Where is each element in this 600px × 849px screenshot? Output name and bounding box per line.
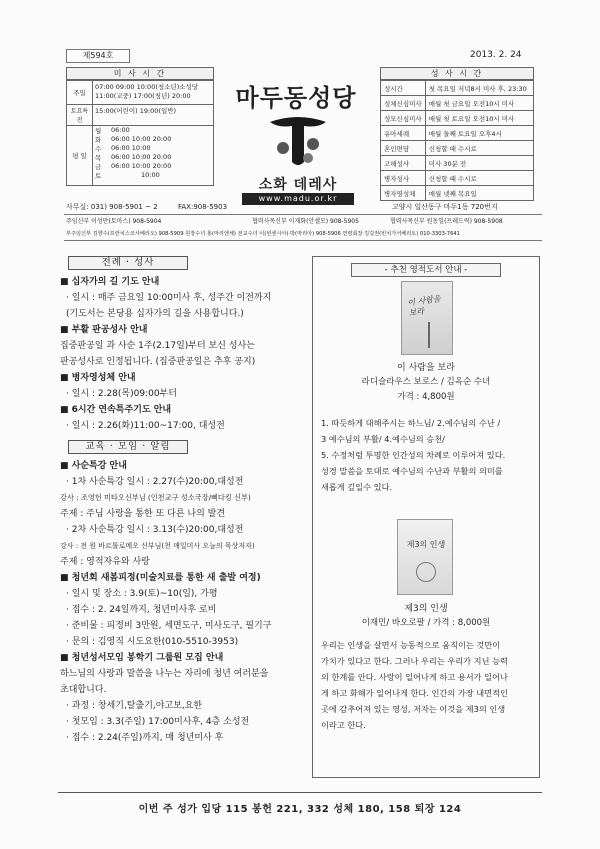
book-title: 이 사람을 보라 (397, 363, 455, 373)
mass-schedule (66, 67, 214, 186)
notice-line: · 일시 : 매주 금요일 10:00미사 후, 성주간 이전까지 (66, 293, 272, 303)
notice-line: 주제 : 주님 사랑을 통한 또 다른 나의 발견 (60, 509, 226, 519)
liturgy-notices (60, 274, 300, 434)
section-title-education: 교육 · 모임 · 알림 (68, 440, 188, 454)
notice-line: · 접수 : 2.24(주일)까지, 매 청년미사 후 (66, 733, 224, 743)
mass-time: 06:00 10:00 20:00 (111, 162, 172, 170)
table-row (381, 96, 534, 111)
staff-pastor: 주임신부 이성만(토마스) 908-5904 (66, 218, 162, 225)
book-author: 라디슬라우스 보로스 / 김옥순 수녀 (361, 377, 491, 387)
divider (58, 792, 542, 793)
sacrament-name: 병자성사 (381, 171, 426, 186)
mass-day: 주일 (67, 81, 93, 105)
notice-line: · 문의 : 김영직 시도요한(010-5510-3953) (66, 637, 239, 647)
book-description (321, 415, 535, 495)
book-cover-image (401, 281, 453, 355)
desc-line: 곳에 감추어져 있는 영성, 저자는 이것을 제3의 인생 (321, 704, 506, 714)
mass-day: 평 일 (67, 126, 93, 186)
parish-name: 마두동성당 (235, 84, 357, 112)
hymn-footer: 이번 주 성가 입당 115 봉헌 221, 332 성체 180, 158 퇴장 124 (138, 804, 462, 815)
staff-assistant-1: 협력사목신부 이재화(안셀모) 908-5905 (252, 218, 359, 225)
weekday: 월 (95, 127, 102, 135)
book-recommendation-box (312, 256, 540, 778)
notice-line: · 과정 : 창세기,탈출기,야고보,요한 (66, 701, 203, 711)
sacrament-name: 성체신심미사 (381, 96, 426, 111)
table-row (67, 105, 214, 126)
fax-number: FAX:908-5903 (178, 203, 228, 211)
sacrament-schedule-title: 성 사 시 간 (380, 67, 534, 80)
staff-row-2: 부주임신부 김향수(프란치스코사베리오) 908-5909 원장수녀 홍(마리엔체) 전교수녀 이(빈센시아)·박(마리아) 908-5906 연령회장 김길권(빈치가서베리오) 010-3303-7641 (66, 231, 460, 237)
notice-line: ■ 6시간 연속특주기도 안내 (60, 405, 172, 415)
website-link[interactable]: www.madu.or.kr (242, 193, 354, 205)
weekday: 토 (95, 172, 102, 180)
issue-date: 2013. 2. 24 (470, 50, 522, 60)
desc-line: 이라고 한다. (321, 720, 366, 730)
desc-line: 1. 따듯하게 대해주시는 하느님/ 2.예수님의 수난 / (321, 418, 501, 428)
sacrament-detail: 신청할 때 수시로 (425, 141, 533, 156)
notice-line: 강사 : 조영헌 미타오신부님 (인천교구 성소국장/삐다킹 신부) (60, 493, 251, 502)
cross-logo-icon (266, 108, 330, 172)
notice-line: 주제 : 영적자유와 사랑 (60, 557, 150, 567)
education-notices (60, 458, 306, 746)
sacrament-detail: 매월 둘째 토요일 오후4시 (425, 126, 533, 141)
book-price: 가격 : 4,800원 (397, 392, 455, 402)
book-cover-image (397, 519, 453, 595)
notice-line: 초대합니다. (60, 685, 107, 695)
table-row (67, 81, 214, 105)
section-title-liturgy: 전례 · 성사 (68, 256, 188, 270)
notice-line: · 준비물 : 피정비 3만원, 세면도구, 미사도구, 필기구 (66, 621, 272, 631)
sacrament-name: 성시간 (381, 81, 426, 96)
mass-time: 15:00(어린이) 19:00(일반) (93, 105, 214, 126)
mass-day: 토요특전 (67, 105, 93, 126)
weekday: 수 (95, 145, 102, 153)
book-section-title: - 추천 영적도서 안내 - (351, 263, 501, 277)
staff-assistant-2: 협력사목신부 원동일(프레드릭) 908-5908 (390, 218, 503, 225)
notice-line: ■ 십자가의 길 기도 안내 (60, 277, 160, 287)
notice-line: ■ 청년회 새봄피정(미술치료를 통한 새 출발 여정) (60, 573, 261, 583)
weekday: 목 (95, 154, 102, 162)
sacrament-detail: 첫 목요일 저녁8시 미사 후, 23:30 (425, 81, 533, 96)
table-row (381, 81, 534, 96)
mass-schedule-title: 미 사 시 간 (66, 67, 214, 80)
divider (64, 240, 542, 241)
sacrament-name: 고해성사 (381, 156, 426, 171)
notice-line: · 1차 사순특강 일시 : 2.27(수)20:00,대성전 (66, 477, 244, 487)
book-cover-text: 제3의 인생 (406, 540, 446, 549)
table-row (381, 126, 534, 141)
table-row (381, 156, 534, 171)
parish-address: 고양시 일산동구 마두1동 720번지 (392, 203, 498, 211)
divider (64, 214, 542, 215)
parish-patron: 소화 데레사 (258, 177, 338, 193)
book-author: 이재민/ 바오로팔 / 가격 : 8,000원 (361, 618, 491, 628)
desc-line: 가치가 있다고 한다. 그러나 우리는 우리가 지닌 능력 (321, 656, 508, 666)
notice-line: · 일시 : 2.26(화)11:00~17:00, 대성전 (66, 421, 225, 431)
sacrament-detail: 매월 넷째 목요일 (425, 186, 533, 201)
sacrament-name: 성모신심미사 (381, 111, 426, 126)
desc-line: 새롭게 깊일수 있다. (321, 482, 393, 492)
mass-time: 06:00 10:00 20:00 (111, 135, 172, 143)
book-title: 제3의 인생 (404, 604, 448, 614)
sacrament-name: 혼인면담 (381, 141, 426, 156)
notice-line: 판공성사로 인정됩니다. (집중판공일은 추후 공지) (60, 357, 256, 367)
desc-line: 성경 말씀을 토대로 예수님의 수난과 부활의 의미를 (321, 466, 503, 476)
notice-line: · 첫모임 : 3.3(주일) 17:00미사후, 4층 소성전 (66, 717, 250, 727)
book-cover-text: 이 사람을 보라 (406, 294, 442, 318)
weekday: 금 (95, 163, 102, 171)
notice-line: · 접수 : 2. 24일까지, 청년미사후 로비 (66, 605, 217, 615)
notice-line: ■ 사순특강 안내 (60, 461, 127, 471)
book-description (321, 637, 535, 733)
sacrament-detail: 미사 30분 전 (425, 156, 533, 171)
desc-line: 5. 수정처럼 투명한 인간성의 차례로 이루어져 있다. (321, 450, 506, 460)
table-row (381, 111, 534, 126)
sacrament-detail: 매월 첫 토요일 오전10시 미사 (425, 111, 533, 126)
issue-number: 제594호 (66, 49, 130, 63)
table-row (381, 171, 534, 186)
notice-line: 강사 : 전 원 바르톨로메오 신부님(천 매일미사 오늘의 묵상저자) (60, 542, 255, 550)
office-phone: 사무실: 031) 908-5901 ~ 2 (66, 203, 158, 211)
desc-line: 게 하고 화해가 일어나게 한다. 인간의 가장 내면적인 (321, 688, 508, 698)
mass-time: 10:00 (141, 171, 160, 179)
table-row (67, 126, 214, 186)
mass-time: 11:00(교중) 17:00(청년) 20:00 (95, 92, 191, 100)
sacrament-detail: 매월 첫 금요일 오전10시 미사 (425, 96, 533, 111)
figure-mark (428, 322, 430, 348)
mass-time: 06:00 10:00 (111, 144, 151, 152)
sacrament-table (380, 80, 534, 201)
sacrament-detail: 신청할 때 수시로 (425, 171, 533, 186)
mass-time: 06:00 (111, 126, 130, 134)
table-row (381, 141, 534, 156)
desc-line: 의 한계를 안다. 사랑이 일어나게 하고 용서가 일어나 (321, 672, 508, 682)
mass-schedule-table (66, 80, 214, 186)
notice-line: ■ 병자영성체 안내 (60, 373, 136, 383)
sacrament-schedule (380, 67, 534, 201)
weekday: 화 (95, 136, 102, 144)
sacrament-name: 병자영성체 (381, 186, 426, 201)
notice-line: 집중판공일 과 사순 1주(2.17일)부터 보신 성사는 (60, 341, 255, 351)
notice-line: · 일시 및 장소 : 3.9(토)~10(일), 가평 (66, 589, 218, 599)
sacrament-name: 유아세례 (381, 126, 426, 141)
notice-line: ■ 청년성서모임 봉학기 그룹원 모집 안내 (60, 653, 224, 663)
cover-ornament (416, 562, 436, 582)
table-row (381, 186, 534, 201)
notice-line: · 2차 사순특강 일시 : 3.13(수)20:00,대성전 (66, 525, 244, 535)
notice-line: ■ 부활 판공성사 안내 (60, 325, 148, 335)
desc-line: 우리는 인생을 살면서 능동적으로 움직이는 것만이 (321, 640, 501, 650)
mass-time: 06:00 10:00 20:00 (111, 153, 172, 161)
mass-time: 07:00 09:00 10:00(청소년)소성당 (95, 83, 199, 91)
notice-line: (기도서는 본당용 십자가의 길을 사용합니다.) (66, 309, 244, 319)
notice-line: · 일시 : 2.28(목)09:00부터 (66, 389, 177, 399)
desc-line: 3 예수님의 부활/ 4.예수님의 승천/ (321, 434, 445, 444)
notice-line: 하느님의 사랑과 말씀을 나누는 자리에 청년 여러분을 (60, 669, 269, 679)
